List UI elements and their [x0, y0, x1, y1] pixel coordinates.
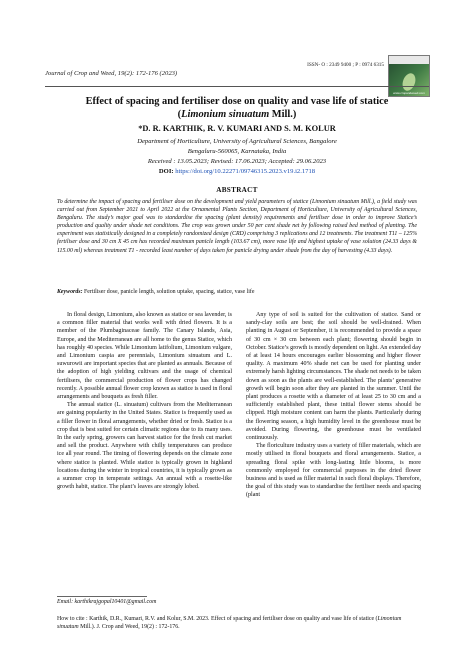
paragraph: The annual statice (L. sinuatum) cultivars from the Mediterranean are gaining popularity in the United States. Statice is frequently used as a filler flower in floral arrangements, whether dried or fresh. Statice is a crop that is best suited for certain climatic regions due to its many uses. In the early spring, growers can harvest statice for the fresh cut market and sell the product. Anywhere with chilly temperatures can produce ice all year round. The timing of flowering depends on the climate zone where statice is planted. While statice is typically grown in highland locations during the winter in tropical countries, it is typically grown as a summer crop in temperate settings. An annual with a rosette-like growth habit, statice. The plant’s leaves are strongly lobed.: [57, 402, 232, 491]
issn-line: ISSN- O : 2349 9400 ; P : 0974 6315: [307, 62, 384, 68]
article-dates: Received : 13.05.2023; Revised: 17.06.2023; Accepted: 29.06.2023: [147, 157, 327, 165]
paragraph: The floriculture industry uses a variety of filler materials, which are mostly utilised in floral bouquets and floral arrangements. Statice, a spreading floral spike with long-lasting little blooms, is more commonly employed for commercial purposes in the dried flower business and is used as filler material in such floral displays. Therefore, the goal of this study was to standardise the fertiliser needs and spacing (plant: [246, 443, 421, 499]
cover-header-bar: [389, 56, 429, 64]
corresponding-email[interactable]: Email: karthikrajgopal10401@gmail.com: [57, 599, 157, 605]
affiliation: [0, 137, 474, 166]
cite-prefix: How to cite : Karthik, D.R., Kumari, R.V. and Kolur, S.M. 2023. Effect of spacing and fertiliser dose on quality and vase life of statice (: [57, 616, 378, 622]
title-species: Limonium sinuatum: [181, 109, 270, 120]
title-line1: Effect of spacing and fertiliser dose on quality and vase life of statice: [85, 96, 389, 107]
affiliation-line1: Department of Horticulture, University of Agricultural Sciences, Bangalore: [137, 138, 337, 145]
keywords: [57, 289, 417, 295]
how-to-cite: [57, 615, 417, 631]
plant-icon: [400, 71, 417, 92]
paragraph: In floral design, Limonium, also known as statice or sea lavender, is a common filler material that works well with dried flowers. It is a member of the Plumbaginaceae family. The Canary Islands, Asia, Europe, and the Mediterranean are all home to the genus Statice, which has roughly 40 species. While Limonium latifolium, Limonium vulgare, and Limonium caspia are perennials, Limonium sinuatum and L. suwurowii are important species that are planted as annuals. Because of the adoption of high yielding cultivars and the usage of chemical fertilisers, the commercial production of flower crops has changed recently. A possible annual flower crop known as statice is used in floral arrangements and bouquets as fresh filler.: [57, 312, 232, 401]
keywords-text: Fertiliser dose, panicle length, solution uptake, spacing, statice, vase life: [84, 289, 255, 295]
article-title: [42, 95, 432, 121]
cite-species: Limonium sinuatum: [57, 616, 402, 631]
doi-link[interactable]: https://doi.org/10.22271/09746315.2023.v19.i2.1718: [175, 168, 316, 175]
journal-reference: Journal of Crop and Weed, 19(2): 172-176 (2023): [45, 70, 178, 77]
cite-suffix: Mill.). J. Crop and Weed, 19(2) : 172-176.: [78, 624, 180, 631]
paragraph: Any type of soil is suited for the cultivation of statice. Sand or sandy-clay soils are best; the soil should be well-drained. When planting in August or September, it is recommended to provide a space of 30 cm × 30 cm between each plant; flowering should begin in October. Statice’s growth is mostly dependent on light. An extended day of at least 14 hours encourages earlier blossoming and higher flower quality. A maximum 40% shade net can be used for planting under extremely harsh lighting circumstances. The shade net needs to be taken down as soon as the plants are well-established. The plants’ generative growth will begin soon after they are planted in the summer. Until the plant produces a rosette with a diameter of at least 25 to 30 cm and a sufficiently established plant, these initial flower stems should be clipped. High moisture content can harm the plants. Particularly during the flowering season, a high humidity level in the greenhouse must be avoided. During flowering, the greenhouse must be ventilated continuously.: [246, 312, 421, 442]
cover-caption: www.cropandweed.com: [393, 91, 425, 95]
title-line2-open: (: [177, 109, 182, 120]
keywords-label: Keywords:: [57, 289, 83, 295]
footnote-rule: [57, 596, 147, 597]
doi-label: DOI:: [158, 168, 174, 175]
journal-cover-image: [388, 55, 430, 97]
abstract-text: To determine the impact of spacing and fertiliser dose on the development and yield parameters of statice (Limonium sinuatum Mill.), a field study was carried out from September 2021 to April 2022 at the Ornamental Plants Section, Department of Horticulture, University of Agricultural Sciences, Bengaluru. The study’s major goal was to standardise the spacing (plant density) requirements and fertiliser dose in order to improve Statice’s production and quality under shade net conditions. The crop was grown under 50 per cent shade net by following raised bed method of planting. The experiment was statistically designed in a completely randomized design (CRD) comprising 3 replications and 12 treatments. The treatment T11 – 125% fertiliser dose and 30 cm X 45 cm has recorded maximum panicle length (103.67 cm), more vase life and highest uptake of vase solution (24.33 days & 115.00 ml) whereas treatment T1 - recorded least number of days taken for panicle drying under shade from the day of harvesting (4.33 days).: [57, 199, 417, 254]
abstract-heading: ABSTRACT: [216, 186, 258, 194]
doi-line: [0, 168, 474, 175]
title-line2-rest: Mill.): [269, 109, 297, 120]
affiliation-line2: Bengaluru-560065, Karnataka, India: [187, 147, 287, 155]
header-rule: [45, 86, 429, 87]
body-column-right: [246, 311, 421, 500]
body-column-left: [57, 311, 232, 491]
authors: *D. R. KARTHIK, R. V. KUMARI AND S. M. KOLUR: [138, 124, 336, 133]
